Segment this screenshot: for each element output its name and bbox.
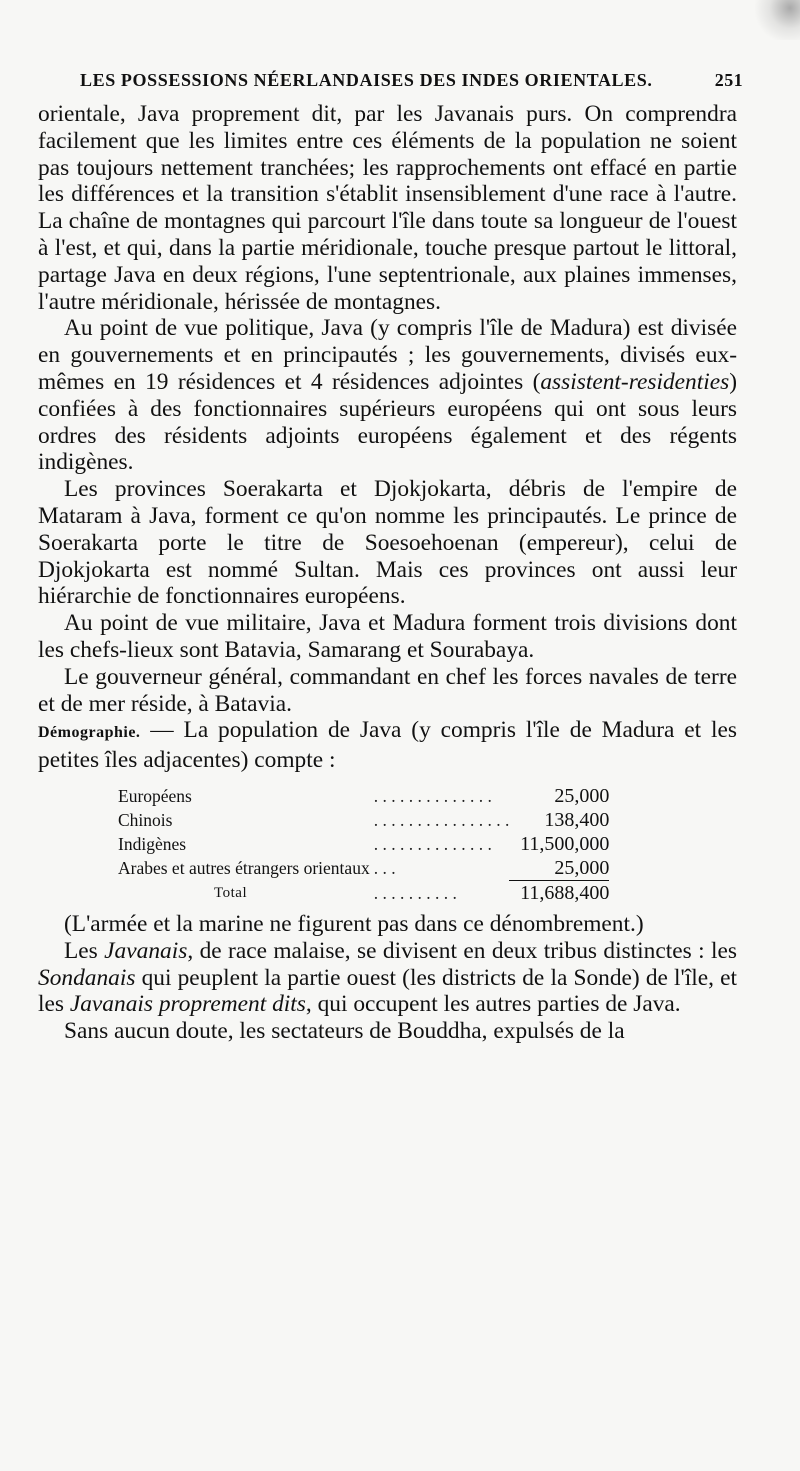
paragraph-4: Au point de vue militaire, Java et Madura forment trois divisions dont les chefs-lieux sont Batavia, Samarang et Sourabaya. bbox=[38, 610, 737, 663]
paragraph-8-italic-sondanais: Sondanais bbox=[38, 964, 136, 991]
table-row bbox=[118, 784, 609, 808]
paragraph-7: (L'armée et la marine ne figurent pas dans ce dénombrement.) bbox=[64, 910, 644, 937]
section-heading-demographie: Démographie. bbox=[38, 724, 141, 742]
total-dots: . . . . . . . . . . bbox=[373, 882, 457, 903]
paragraph-2-text-b: ) confiées à des fonctionnaires supérieurs européens qui ont sous leurs ordres des résidents adjoints européens également et des régents indigènes. bbox=[38, 368, 737, 476]
population-table bbox=[118, 784, 609, 905]
paragraph-2 bbox=[38, 315, 743, 476]
paragraph-8-text-d: , qui occupent les autres parties de Java. bbox=[305, 991, 681, 1018]
row-dots: . . . bbox=[373, 858, 396, 879]
scan-corner-noise bbox=[750, 0, 800, 40]
paragraph-2-text-a: Au point de vue politique, Java (y compris l'île de Madura) est divisée en gouvernements et en principautés ; les gouvernements, divisés eux-mêmes en 19 résidences et 4 résidences adjointes ( bbox=[38, 315, 737, 395]
table-row bbox=[118, 832, 609, 856]
paragraph-9: Sans aucun doute, les sectateurs de Bouddha, expulsés de la bbox=[64, 1018, 625, 1045]
row-label: Chinois bbox=[118, 809, 173, 830]
book-page bbox=[38, 70, 743, 1045]
row-dots: . . . . . . . . . . . . . . . . bbox=[373, 809, 510, 830]
paragraph-2-italic: assistent-residenties bbox=[540, 368, 730, 395]
page-number: 251 bbox=[714, 70, 743, 90]
paragraph-8 bbox=[38, 938, 743, 1018]
total-value: 11,688,400 bbox=[509, 880, 609, 905]
row-dots: . . . . . . . . . . . . . . bbox=[373, 785, 492, 806]
row-label: Indigènes bbox=[118, 833, 187, 854]
row-dots: . . . . . . . . . . . . . . bbox=[373, 833, 492, 854]
paragraph-6 bbox=[38, 717, 743, 774]
paragraph-8-text-a: Les bbox=[64, 937, 105, 964]
table-row bbox=[118, 856, 609, 881]
row-value: 138,400 bbox=[544, 808, 610, 831]
table-total-row bbox=[118, 880, 609, 905]
paragraph-5: Le gouverneur général, commandant en chef les forces navales de terre et de mer réside, à Batavia. bbox=[38, 663, 737, 717]
row-label: Européens bbox=[118, 785, 192, 806]
row-label: Arabes et autres étrangers orientaux bbox=[118, 858, 370, 879]
paragraph-6-text: — La population de Java (y compris l'île de Madura et les petites îles adjacentes) compte : bbox=[38, 717, 737, 774]
paragraph-8-italic-javanais: Javanais bbox=[104, 937, 188, 964]
running-title: LES POSSESSIONS NÉERLANDAISES DES INDES ORIENTALES. bbox=[80, 70, 653, 90]
paragraph-8-text-b: , de race malaise, se divisent en deux tribus distinctes : les bbox=[187, 937, 737, 964]
row-value: 11,500,000 bbox=[520, 832, 610, 855]
table-row bbox=[118, 808, 609, 832]
paragraph-1: orientale, Java proprement dit, par les Javanais purs. On comprendra facilement que les limites entre ces éléments de la population ne soient pas toujours nettement tranchées; les rapprochements ont effacé en partie les différences et la transition s'établit insensiblement d'une race à l'autre. La chaîne de montagnes qui parcourt l'île dans toute sa longueur de l'ouest à l'est, et qui, dans la partie méridionale, touche presque partout le littoral, partage Java en deux régions, l'une septentrionale, aux plaines immenses, l'autre méridionale, hérissée de montagnes. bbox=[38, 101, 737, 315]
running-header bbox=[80, 70, 743, 91]
row-value: 25,000 bbox=[554, 784, 610, 807]
paragraph-8-italic-proprement: Javanais proprement dits bbox=[69, 991, 306, 1018]
row-value: 25,000 bbox=[554, 856, 610, 879]
total-label: Total bbox=[214, 884, 248, 901]
paragraph-3: Les provinces Soerakarta et Djokjokarta, débris de l'empire de Mataram à Java, forment ce qu'on nomme les principautés. Le prince de Soerakarta porte le titre de Soesoehoenan (empereur), celui de Djokjokarta est nommé Sultan. Mais ces provinces ont aussi leur hiérarchie de fonctionnaires européens. bbox=[38, 476, 737, 610]
paragraph-8-text-c: qui peuplent la partie ouest (les districts de la Sonde) de l'île, et les bbox=[38, 964, 737, 1018]
